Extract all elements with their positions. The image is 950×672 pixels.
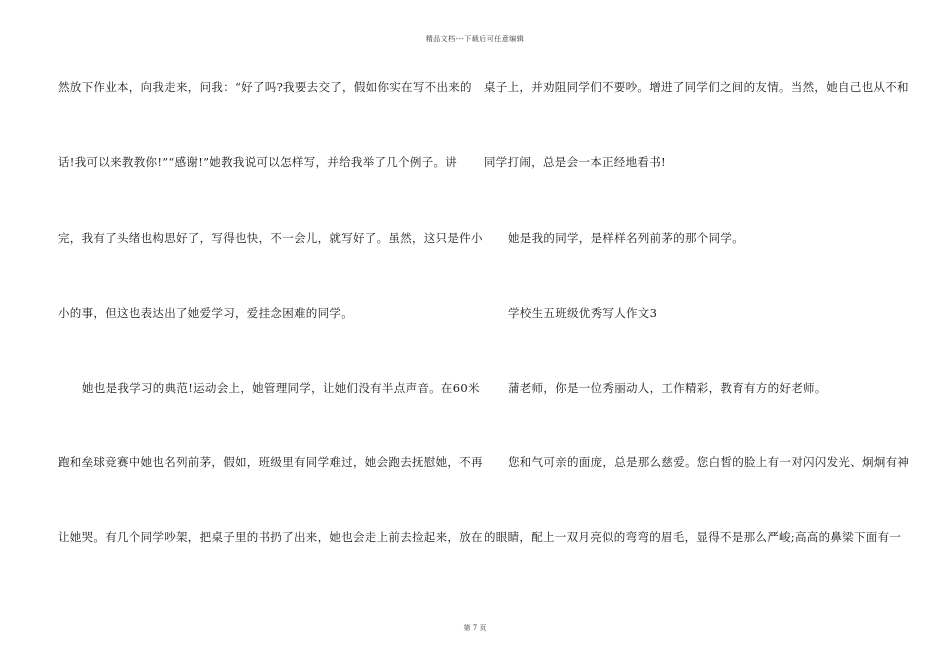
text-line: 的眼睛，配上一双月亮似的弯弯的眉毛，显得不是那么严峻;高高的鼻梁下面有一 [484, 530, 902, 544]
text-line: 完，我有了头绪也构思好了，写得也快，不一会儿，就写好了。虽然，这只是件小 [58, 231, 483, 245]
text-line: 小的事，但这也表达出了她爱学习，爱挂念困难的同学。 [58, 306, 353, 320]
text-line: 跑和垒球竞赛中她也名列前茅，假如，班级里有同学难过，她会跑去抚慰她，不再 [58, 455, 483, 469]
text-line: 话!我可以来教教你!”“感谢!”她教我说可以怎样写，并给我举了几个例子。讲 [58, 155, 458, 169]
paragraph-start-line: 她也是我学习的典范!运动会上，她管理同学，让她们没有半点声音。在60米 [82, 381, 480, 395]
text-line: 同学打闹，总是会一本正经地看书! [484, 155, 666, 169]
page-header: 精品文档---下载后可任意编辑 [425, 35, 525, 43]
paragraph-start-line: 她是我的同学，是样样名列前茅的那个同学。 [508, 231, 744, 245]
section-heading: 学校生五班级优秀写人作文3 [508, 306, 658, 320]
text-line: 桌子上，并劝阻同学们不要吵。增进了同学们之间的友情。当然，她自己也从不和 [484, 80, 909, 94]
paragraph-start-line: 您和气可亲的面庞，总是那么慈爱。您白皙的脸上有一对闪闪发光、炯炯有神 [508, 455, 910, 469]
text-line: 然放下作业本，向我走来，问我：“好了吗?我要去交了，假如你实在写不出来的 [58, 80, 472, 94]
text-line: 让她哭。有几个同学吵架，把桌子里的书扔了出来，她也会走上前去捡起来，放在 [58, 530, 483, 544]
paragraph-start-line: 蒲老师，你是一位秀丽动人，工作精彩，教育有方的好老师。 [508, 381, 827, 395]
page-number: 第 7 页 [463, 624, 487, 632]
